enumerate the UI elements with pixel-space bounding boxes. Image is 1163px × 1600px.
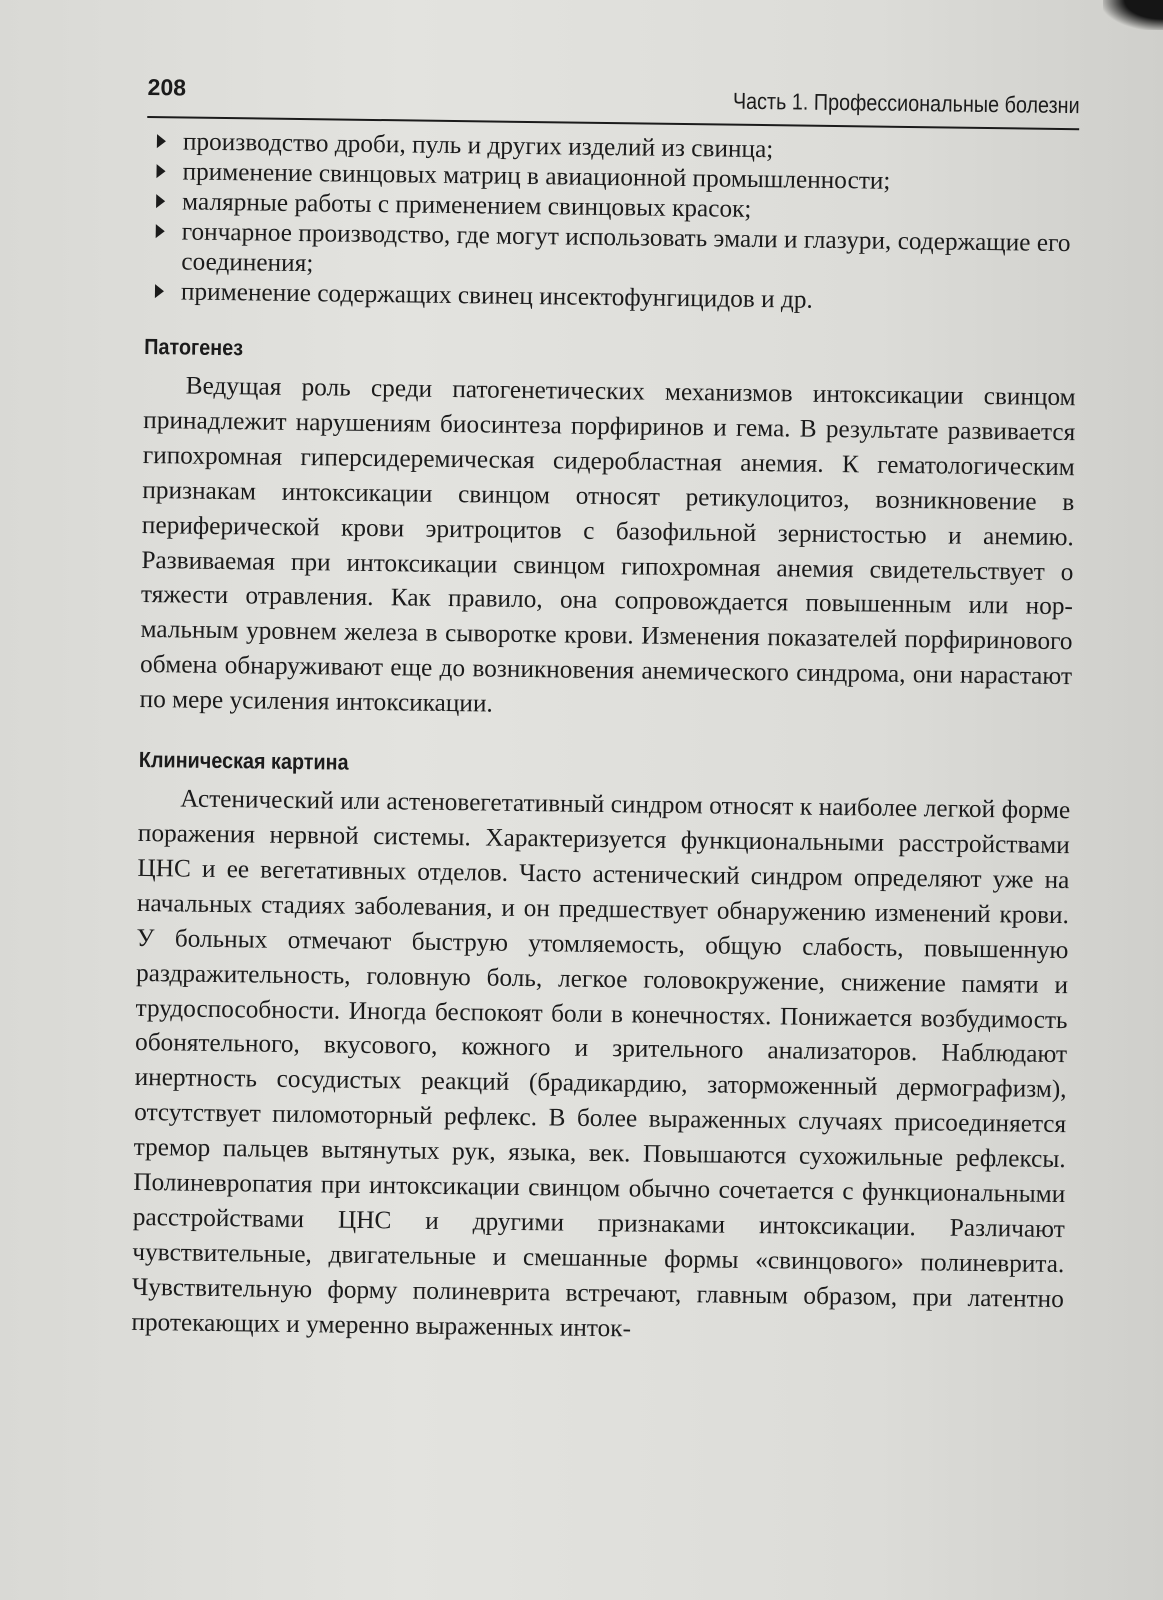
page-number: 208	[147, 73, 187, 101]
triangle-bullet-icon	[157, 134, 166, 148]
bullet-list	[145, 126, 1079, 318]
section-heading-pathogenesis: Патогенез	[144, 333, 244, 361]
list-item-text: гончарное производство, где могут использовать эмали и глазури, содержащие его соединения;	[181, 217, 1071, 278]
list-item-text: производство дроби, пуль и других изделий из свинца;	[182, 127, 774, 164]
list-item-text: малярные работы с применением свинцовых красок;	[181, 187, 752, 223]
running-head: Часть 1. Профессиональные болезни	[732, 87, 1080, 119]
page-corner-shadow	[1103, 0, 1163, 30]
triangle-bullet-icon	[155, 284, 164, 298]
list-item-text: применение содержащих свинец инсектофунгицидов и др.	[180, 277, 813, 314]
triangle-bullet-icon	[156, 224, 165, 238]
paragraph-pathogenesis: Ведущая роль среди патогенетических механизмов интоксикации свинцом принадлежит нарушениям биосинтеза порфиринов и гема. В результате развивается гипохромная гиперсидеремическая сидеробластная анемия. К гематологическим признакам интоксикации свинцом относят ретикулоцитоз, возникновение в периферической крови эритроцитов с базофильной зернистостью и анемию. Развиваемая при интоксикации свинцом гипохромная анемия свидетельствует о тяжести отравления. Как правило, она сопровождается повышенным или нормальным уровнем железа в сыворотке крови. Изменения показателей порфиринового обмена обнаруживают еще до возникновения анемического синдрома, они нарастают по мере усиления интоксикации.	[139, 371, 1076, 718]
list-item-text: применение свинцовых матриц в авиационной промышленности;	[182, 157, 891, 195]
section-heading-clinical-picture: Клиническая картина	[138, 747, 349, 775]
page-header	[147, 60, 1080, 130]
page-content	[131, 60, 1080, 1352]
paragraph-clinical-picture: Астенический или астеновегетативный синдром относят к наиболее легкой форме поражения нервной системы. Характеризуется функциональными расстройствами ЦНС и ее вегетативных отделов. Часто астенический синдром определяют уже на начальных стадиях заболевания, и он предшествует обнаружению изменений крови. У больных отмечают быструю утомляемость, общую слабость, повышенную раздражительность, головную боль, легкое головокружение, снижение памяти и трудоспособности. Иногда беспокоят боли в конечностях. Понижается возбудимость обонятельного, вкусового, кожного и зрительного анализаторов. Наблюдают инертность сосудистых реакций (брадикардию, заторможенный дермографизм), отсутствует пиломоторный рефлекс. В более выраженных случаях присоединяется тремор пальцев вытянутых рук, языка, век. Повышаются сухожильные рефлексы. Полиневропатия при интоксикации свинцом обычно сочетается с функциональными расстройствами ЦНС и другими признаками интоксикации. Различают чувствительные, двигательные и смешанные формы «свинцового» полиневрита. Чувствительную форму полиневрита встречают, главным образом, при латентно протекающих и умеренно выраженных инток-	[131, 784, 1071, 1343]
triangle-bullet-icon	[156, 194, 165, 208]
triangle-bullet-icon	[156, 164, 165, 178]
